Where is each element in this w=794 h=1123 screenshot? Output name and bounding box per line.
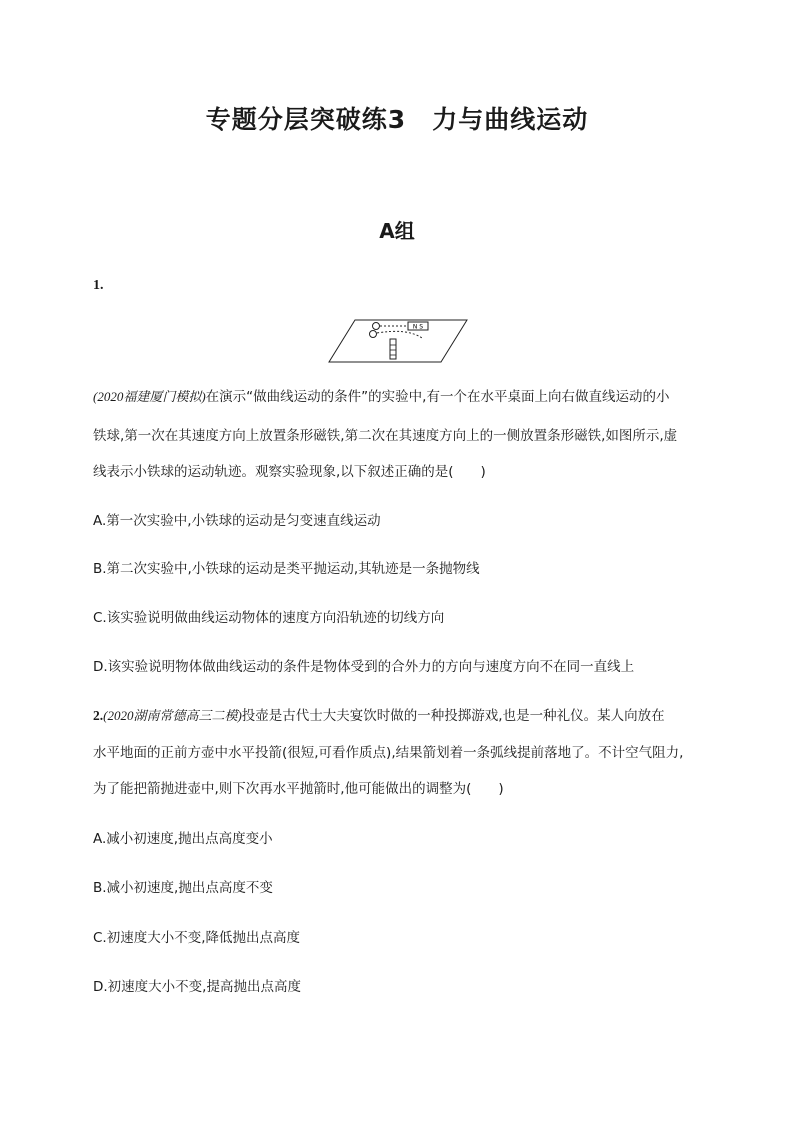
question-1-stem-line-2: 铁球,第一次在其速度方向上放置条形磁铁,第二次在其速度方向上的一侧放置条形磁铁,如图所示,虚	[93, 428, 678, 444]
question-2-stem-line-2: 水平地面的正前方壶中水平投箭(很短,可看作质点),结果箭划着一条弧线提前落地了。不计空气阻力,	[93, 745, 684, 761]
question-2-option-a: A.减小初速度,抛出点高度变小	[93, 831, 273, 847]
question-2-source: (2020湖南常德高三二模)	[103, 708, 242, 723]
page-title: 专题分层突破练3 力与曲线运动	[205, 105, 589, 134]
ball-2	[370, 331, 377, 338]
magnet-label: N S	[412, 323, 424, 331]
question-2-option-c: C.初速度大小不变,降低抛出点高度	[93, 930, 301, 946]
question-1-option-b: B.第二次实验中,小铁球的运动是类平抛运动,其轨迹是一条抛物线	[93, 561, 480, 577]
question-1-source: (2020福建厦门模拟)	[93, 389, 206, 404]
question-1-option-d: D.该实验说明物体做曲线运动的条件是物体受到的合外力的方向与速度方向不在同一直线上	[93, 659, 635, 675]
question-1-stem-line-3: 线表示小铁球的运动轨迹。观察实验现象,以下叙述正确的是( )	[93, 464, 486, 480]
question-1-stem-line-1: (2020福建厦门模拟)在演示“做曲线运动的条件”的实验中,有一个在水平桌面上向右做直线运动的小	[93, 389, 670, 405]
magnet-experiment-figure	[327, 312, 469, 364]
question-2-stem-line-1: 2.(2020湖南常德高三二模)投壶是古代士大夫宴饮时做的一种投掷游戏,也是一种礼仪。某人向放在	[93, 708, 665, 724]
question-1-option-a: A.第一次实验中,小铁球的运动是匀变速直线运动	[93, 513, 381, 529]
ball-1	[373, 323, 380, 330]
question-2-number: 2.	[93, 708, 104, 723]
question-1-number: 1.	[93, 278, 104, 293]
question-2-stem-line-3: 为了能把箭抛进壶中,则下次再水平抛箭时,他可能做出的调整为( )	[93, 781, 504, 797]
question-2-option-b: B.减小初速度,抛出点高度不变	[93, 880, 273, 896]
question-2-option-d: D.初速度大小不变,提高抛出点高度	[93, 979, 301, 995]
curved-track	[377, 331, 422, 338]
bar-magnet-2	[390, 339, 396, 359]
question-1-option-c: C.该实验说明做曲线运动物体的速度方向沿轨迹的切线方向	[93, 610, 445, 626]
group-heading: A组	[379, 219, 415, 243]
